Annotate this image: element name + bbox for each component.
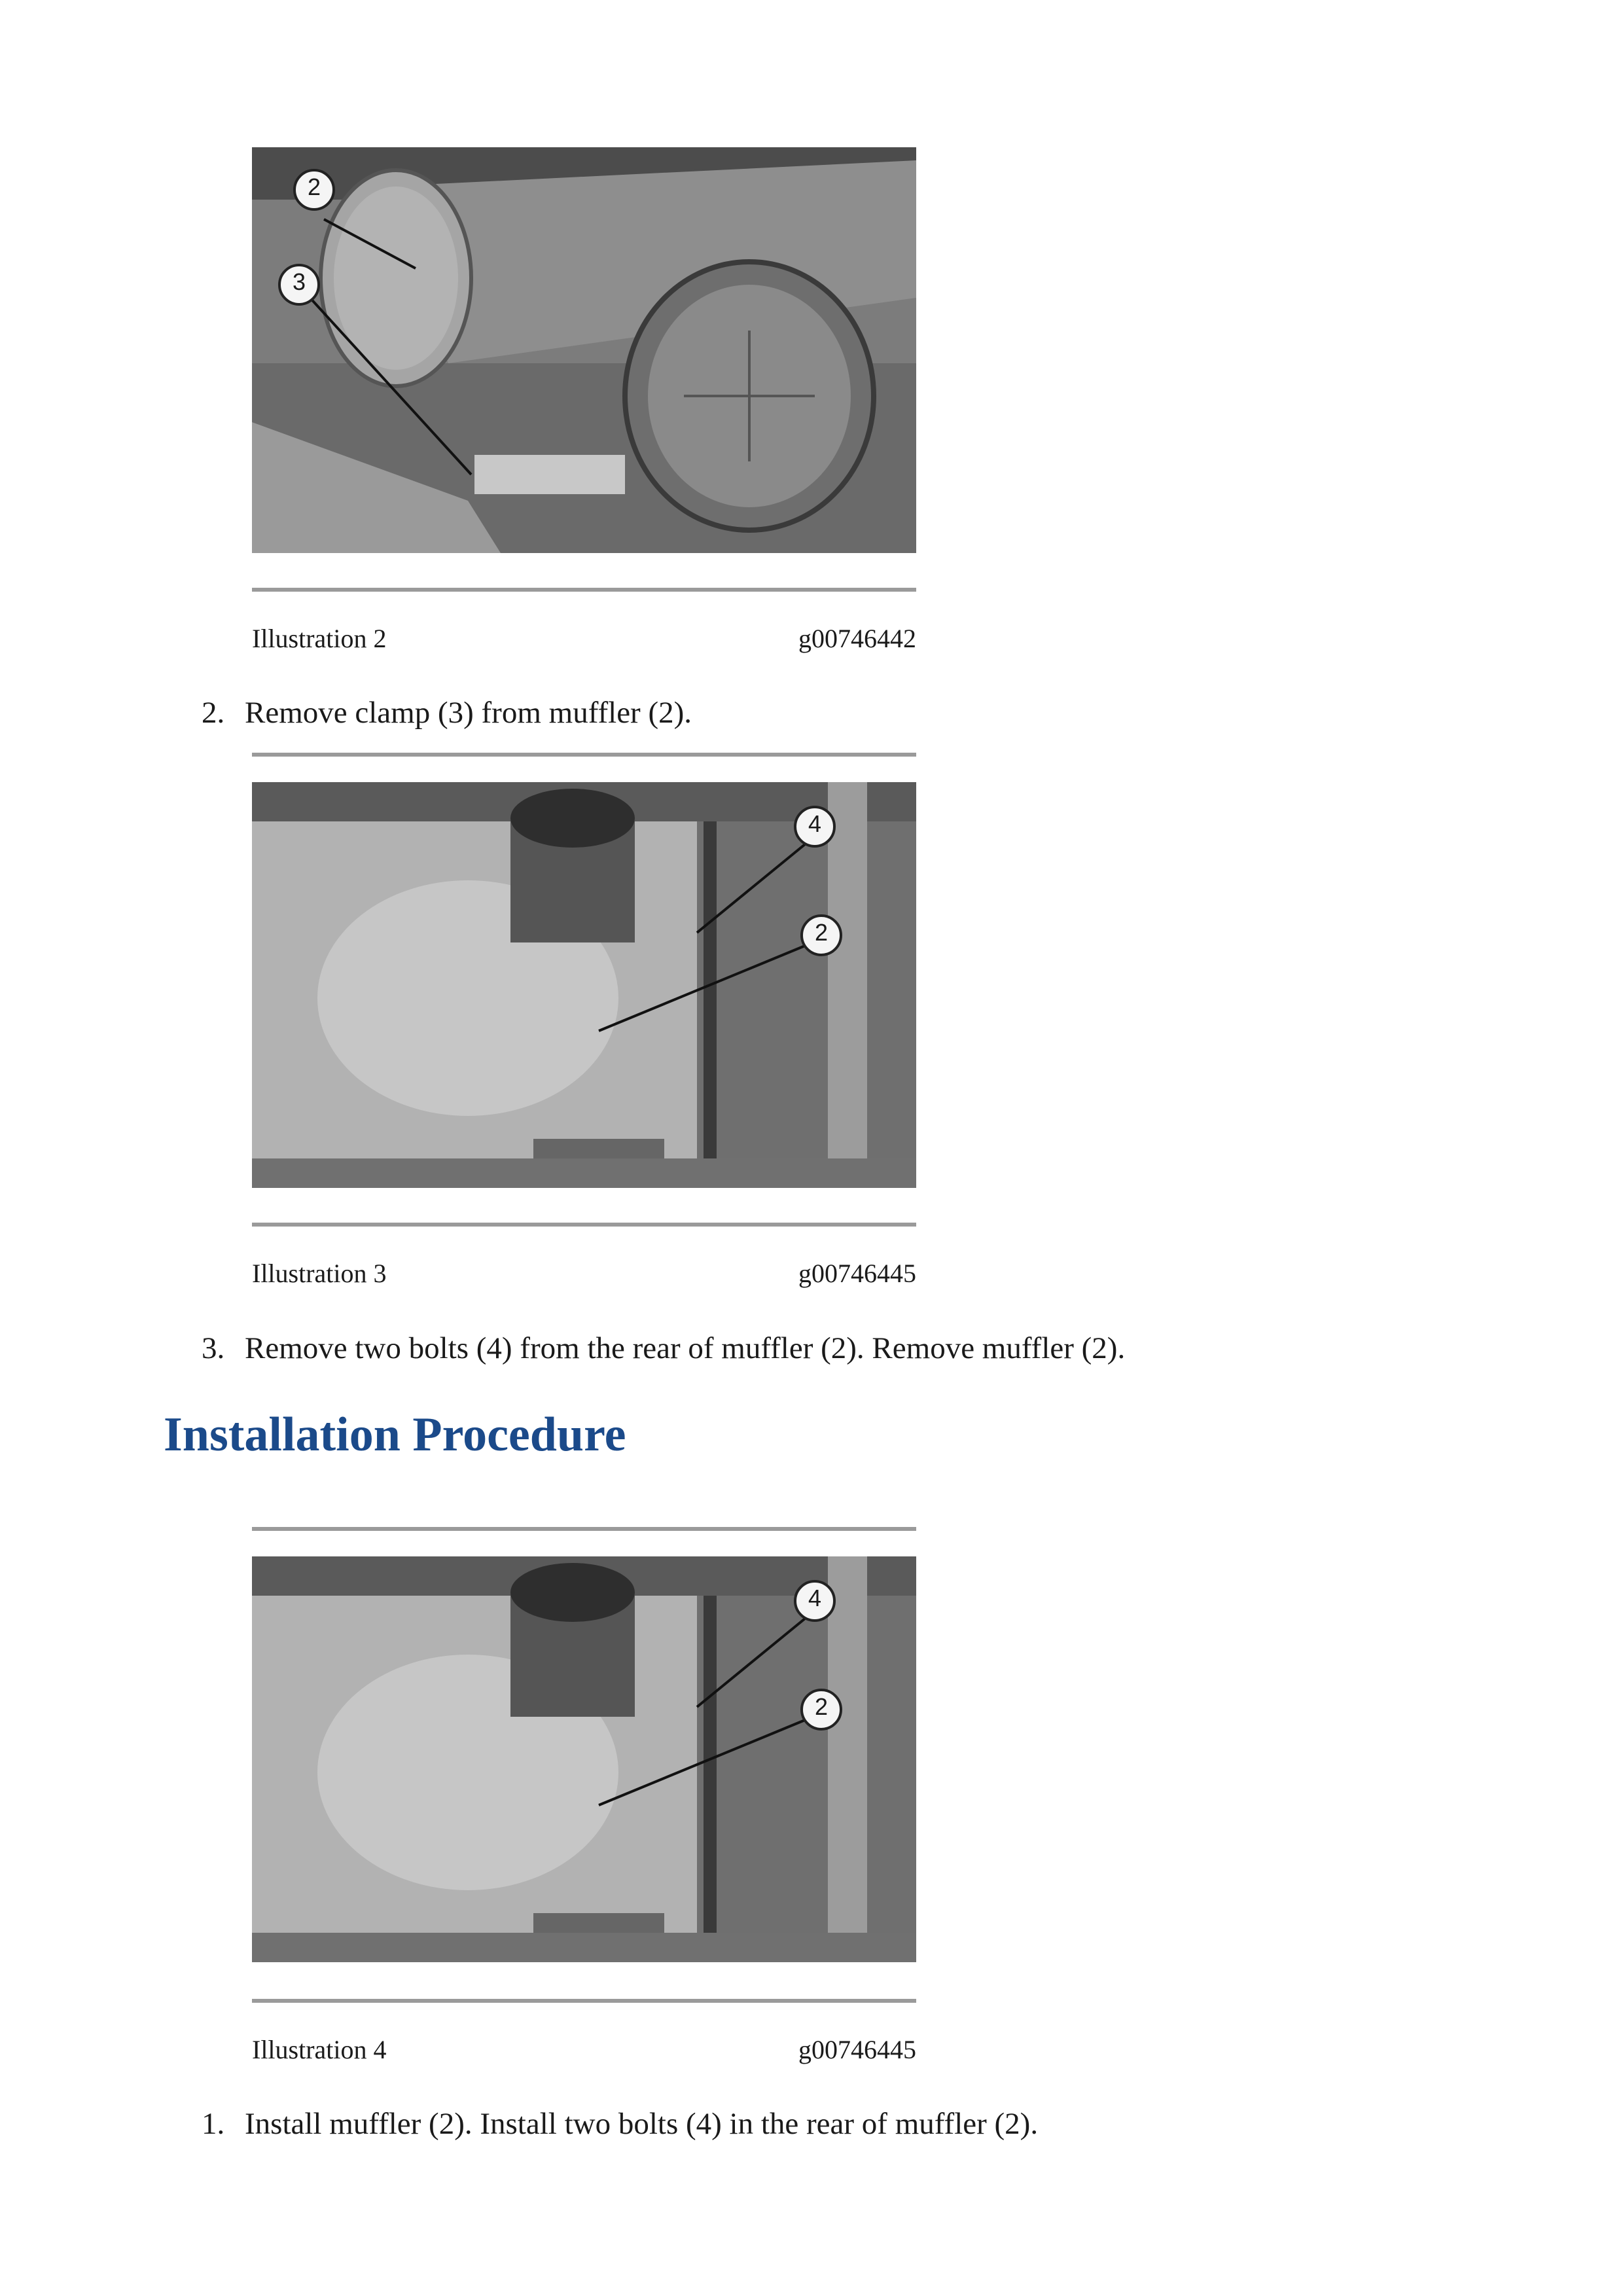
- illustration-2-photo: [252, 147, 916, 553]
- illustration-4-caption: [252, 2034, 916, 2067]
- illustration-2-caption: [252, 623, 916, 656]
- callout-label: 4: [808, 1585, 822, 1611]
- graphic-id: g00746445: [798, 1259, 916, 1288]
- step-item: [202, 695, 692, 730]
- illustration-3-caption: [252, 1258, 916, 1291]
- step-item: [202, 1331, 1125, 1366]
- step-number: 3.: [202, 1331, 225, 1365]
- figure-rule: [252, 1999, 916, 2003]
- section-heading: Installation Procedure: [164, 1408, 626, 1462]
- callout-label: 2: [814, 919, 829, 946]
- graphic-id: g00746445: [798, 2035, 916, 2064]
- illustration-3-photo: [252, 782, 916, 1188]
- figure-rule: [252, 1527, 916, 1531]
- callout-label: 2: [814, 1693, 829, 1720]
- figure-rule: [252, 588, 916, 592]
- callout-label: 4: [808, 810, 822, 837]
- step-text: Remove clamp (3) from muffler (2).: [245, 696, 692, 730]
- figure-rule: [252, 753, 916, 757]
- caption-label: Illustration 2: [252, 624, 387, 653]
- caption-label: Illustration 4: [252, 2035, 387, 2064]
- step-item: [202, 2106, 1038, 2142]
- figure-rule: [252, 1223, 916, 1227]
- step-text: Remove two bolts (4) from the rear of muffler (2). Remove muffler (2).: [245, 1331, 1126, 1365]
- caption-label: Illustration 3: [252, 1259, 387, 1288]
- step-number: 2.: [202, 696, 225, 730]
- step-text: Install muffler (2). Install two bolts (4) in the rear of muffler (2).: [245, 2107, 1039, 2141]
- callout-label: 3: [292, 268, 306, 295]
- illustration-4-photo: [252, 1556, 916, 1962]
- callout-label: 2: [307, 173, 321, 200]
- step-number: 1.: [202, 2107, 225, 2141]
- graphic-id: g00746442: [798, 624, 916, 653]
